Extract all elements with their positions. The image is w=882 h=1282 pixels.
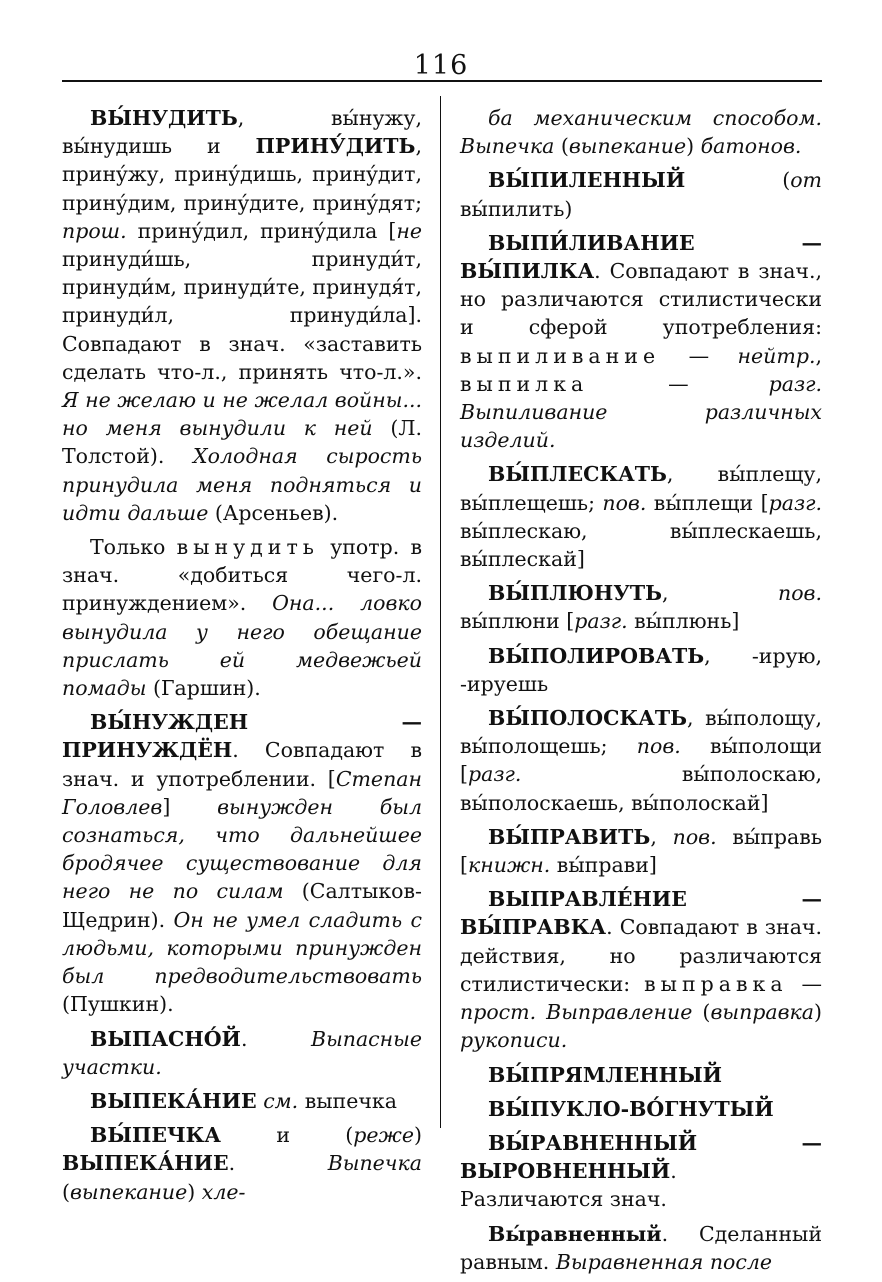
dictionary-entry bbox=[62, 708, 422, 1018]
entry-italic-text: Выпасные участки. bbox=[62, 1026, 422, 1079]
dictionary-entry bbox=[460, 704, 822, 817]
entry-text: . Совпадают в знач., но различаются стилистически и сферой употребления: bbox=[460, 259, 822, 340]
entry-italic-text: нейтр. bbox=[737, 343, 816, 368]
entry-text: употр. в знач. «добиться чего-л. принуждением». bbox=[62, 535, 423, 616]
entry-text: . bbox=[240, 1026, 311, 1051]
entry-text: ) bbox=[187, 1179, 202, 1204]
dictionary-entry bbox=[460, 166, 822, 222]
entry-italic-text: Степан Головлев bbox=[62, 766, 422, 819]
column-divider bbox=[440, 96, 441, 1128]
entry-text: . Различаются знач. bbox=[460, 1159, 677, 1212]
dictionary-entry bbox=[460, 1061, 822, 1089]
entry-italic-text: Холодная сырость принудила меня подняться и идти дальше bbox=[62, 444, 422, 525]
entry-italic-text: пов. bbox=[778, 581, 822, 606]
entry-text: , вы́нужу, вы́нудишь и bbox=[62, 106, 422, 159]
entry-headword: Вы́равненный bbox=[488, 1221, 662, 1246]
entry-headword: ВЫПЕКА́НИЕ bbox=[90, 1088, 257, 1113]
entry-text: вы́плескаю, вы́плескаешь, вы́плескай] bbox=[460, 518, 822, 572]
entry-text: — bbox=[660, 343, 738, 368]
entry-spaced-word: выпиливание bbox=[460, 343, 661, 368]
entry-italic-text: выпекание bbox=[568, 134, 687, 159]
entry-text: , -ирую, -ируешь bbox=[460, 643, 822, 696]
entry-text: выпечка bbox=[298, 1088, 397, 1113]
entry-headword: ВЫПРАВЛЕ́НИЕ — ВЫ́ПРАВКА bbox=[460, 887, 822, 940]
entry-text: Только bbox=[90, 535, 177, 560]
entry-text: — bbox=[787, 971, 822, 996]
dictionary-entry bbox=[460, 579, 822, 635]
entry-text: (Гаршин). bbox=[146, 676, 261, 701]
entry-text: , принýжу, принýдишь, принýдит, принýдим, принýдите, принýдят; bbox=[62, 134, 422, 215]
entry-text: вы́плюнь] bbox=[627, 609, 740, 634]
entry-text: , bbox=[662, 581, 778, 606]
entry-text: ] bbox=[162, 794, 218, 819]
dictionary-entry bbox=[460, 1129, 822, 1214]
entry-headword: ВЫ́ПЛЮНУТЬ bbox=[488, 581, 663, 606]
dictionary-entry bbox=[62, 1025, 422, 1081]
entry-italic-text: рукописи. bbox=[460, 1028, 568, 1053]
entry-italic-text: Он не умел сладить с людьми, которыми принужден был предводительствовать bbox=[62, 907, 422, 989]
right-column bbox=[460, 104, 822, 1282]
entry-text: , вы́полощу, вы́полощешь; bbox=[460, 706, 822, 759]
entry-headword: ВЫ́ПУКЛО-ВО́ГНУТЫЙ bbox=[488, 1096, 774, 1121]
entry-text: . Сделанный равным. bbox=[460, 1221, 822, 1274]
entry-italic-text: Я не желаю и не желал войны... но меня вынудили к ней bbox=[62, 388, 422, 441]
entry-italic-text: хле- bbox=[201, 1179, 246, 1204]
entry-text: (Арсеньев). bbox=[208, 500, 339, 525]
dictionary-entry bbox=[460, 885, 822, 1054]
entry-text: ) bbox=[414, 1123, 422, 1148]
entry-italic-text: Выпечка bbox=[327, 1151, 422, 1176]
entry-italic-text: разг. bbox=[574, 609, 628, 634]
entry-text: (Салтыков-Щедрин). bbox=[62, 879, 422, 932]
entry-text: вы́прави] bbox=[550, 853, 657, 878]
entry-italic-text: Выравненная после bbox=[555, 1249, 773, 1274]
entry-headword: ВЫ́ПОЛОСКАТЬ bbox=[488, 706, 687, 731]
dictionary-entry bbox=[460, 104, 822, 160]
header-rule bbox=[62, 80, 822, 82]
entry-headword: ВЫ́ПЕЧКА bbox=[90, 1123, 222, 1148]
entry-text: вы́полоскаю, вы́полоскаешь, вы́полоскай] bbox=[460, 762, 822, 815]
entry-text: ) bbox=[814, 1000, 823, 1025]
entry-italic-text: выправка bbox=[710, 1000, 815, 1025]
dictionary-entry bbox=[62, 1087, 422, 1115]
entry-headword: ВЫ́ПРАВИТЬ bbox=[488, 824, 651, 849]
entry-text: . Совпадают в знач. и употреблении. [ bbox=[62, 738, 422, 791]
entry-italic-text: батонов. bbox=[700, 134, 802, 159]
entry-italic-text: Она... ловко вынудила у него обещание прислать ей медвежьей помады bbox=[62, 591, 422, 701]
entry-text: принýдил, принýдила [ bbox=[126, 218, 397, 243]
entry-italic-text: реже bbox=[353, 1123, 414, 1148]
dictionary-entry bbox=[62, 104, 422, 527]
entry-text: , вы́плещу, вы́плещешь; bbox=[460, 462, 822, 515]
entry-text: вы́плюни [ bbox=[460, 609, 575, 634]
entry-italic-text: вынужден был сознаться, что дальнейшее бродячее существование для него не по силам bbox=[62, 794, 423, 904]
entry-text: вы́правь [ bbox=[460, 824, 822, 878]
entry-spaced-word: вынудить bbox=[176, 535, 319, 560]
entry-headword: ВЫ́ПОЛИРОВАТЬ bbox=[488, 643, 705, 668]
entry-italic-text: прош. bbox=[62, 218, 127, 243]
dictionary-entry bbox=[460, 1095, 822, 1123]
left-column bbox=[62, 104, 422, 1212]
entry-headword: ПРИНУ́ДИТЬ bbox=[255, 134, 416, 159]
entry-italic-text: выпекание bbox=[70, 1179, 188, 1204]
entry-text: вы́полощи [ bbox=[460, 734, 822, 787]
entry-italic-text: см. bbox=[263, 1088, 299, 1113]
dictionary-entry bbox=[460, 642, 822, 698]
entry-headword: ВЫ́НУЖДЕН — ПРИНУЖДЁН bbox=[62, 710, 422, 763]
entry-italic-text: разг. Выпиливание различных изделий. bbox=[460, 371, 822, 453]
entry-text: принуди́шь, принуди́т, принуди́м, принуди́те, принудя́т, принуди́л, принуди́ла]. Совпадают в знач. «заставить сделать что-л., принять что-л.». bbox=[62, 247, 422, 384]
entry-text: вы́плещи [ bbox=[646, 490, 769, 515]
entry-headword: ВЫПИ́ЛИВАНИЕ — ВЫ́ПИЛКА bbox=[460, 230, 822, 284]
entry-headword: ВЫ́РАВНЕННЫЙ — ВЫРОВНЕННЫЙ bbox=[460, 1130, 822, 1184]
entry-text: ( bbox=[62, 1179, 70, 1204]
entry-italic-text: пов. bbox=[602, 490, 647, 515]
page-number: 116 bbox=[413, 50, 469, 81]
entry-text: — bbox=[588, 371, 769, 396]
dictionary-entry bbox=[62, 1121, 422, 1206]
entry-italic-text: разг. bbox=[468, 762, 522, 787]
entry-italic-text: разг. bbox=[768, 490, 822, 515]
dictionary-entry bbox=[460, 460, 822, 573]
dictionary-entry bbox=[460, 823, 822, 879]
entry-text: , bbox=[815, 343, 822, 368]
entry-italic-text: пов. bbox=[672, 824, 717, 849]
entry-text: ( bbox=[554, 134, 569, 159]
entry-text: (Пушкин). bbox=[62, 992, 174, 1017]
dictionary-entry bbox=[460, 1220, 822, 1276]
entry-italic-text: прост. Выправление bbox=[460, 1000, 693, 1025]
entry-italic-text: не bbox=[396, 218, 422, 243]
entry-italic-text: книжн. bbox=[468, 853, 551, 878]
entry-italic-text: ба механическим способом. Выпечка bbox=[460, 106, 822, 159]
entry-headword: ВЫ́НУДИТЬ bbox=[90, 106, 238, 130]
entry-italic-text: от bbox=[790, 168, 822, 193]
entry-text: вы́пилить) bbox=[460, 196, 573, 221]
entry-text: и ( bbox=[221, 1123, 354, 1148]
entry-headword: ВЫПАСНО́Й bbox=[90, 1026, 241, 1051]
entry-text: , bbox=[650, 824, 673, 849]
entry-text: . Совпадают в знач. действия, но различаются стилистически: bbox=[460, 915, 822, 996]
entry-italic-text: пов. bbox=[636, 734, 681, 759]
entry-text: ( bbox=[685, 168, 791, 193]
entry-spaced-word: выправка bbox=[644, 971, 788, 996]
dictionary-entry bbox=[460, 229, 822, 455]
entry-headword: ВЫ́ПИЛЕННЫЙ bbox=[488, 168, 686, 193]
entry-text: (Л. Толстой). bbox=[62, 416, 422, 469]
entry-headword: ВЫПЕКА́НИЕ bbox=[62, 1151, 229, 1176]
entry-text: ) bbox=[686, 134, 701, 159]
entry-text: . bbox=[228, 1151, 328, 1176]
dictionary-entry bbox=[62, 533, 422, 702]
entry-headword: ВЫ́ПРЯМЛЕННЫЙ bbox=[488, 1062, 722, 1087]
entry-spaced-word: выпилка bbox=[460, 371, 589, 396]
entry-headword: ВЫ́ПЛЕСКАТЬ bbox=[488, 462, 667, 487]
entry-text: ( bbox=[692, 1000, 711, 1025]
